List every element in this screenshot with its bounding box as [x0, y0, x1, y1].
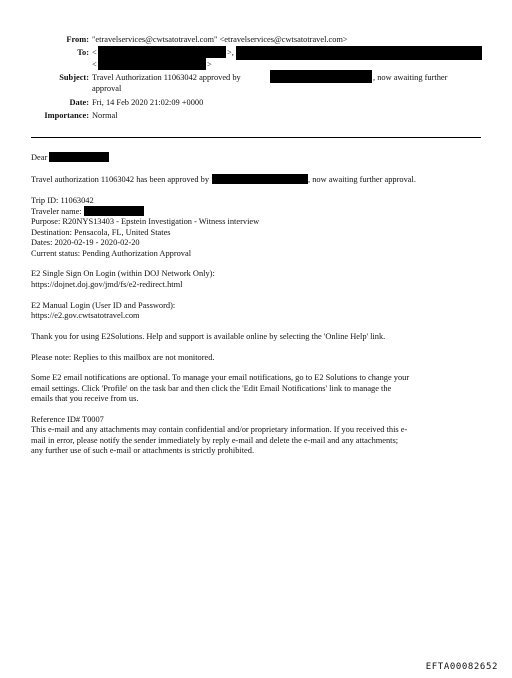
importance-label: Importance: — [44, 111, 89, 120]
thanks-line: Thank you for using E2Solutions. Help and support is available online by selecting the 'Online Help' link. — [31, 331, 386, 341]
to-close-1: >, — [227, 48, 234, 57]
salutation: Dear — [31, 152, 483, 163]
email-body — [31, 152, 483, 457]
from-label: From: — [66, 35, 89, 44]
confidential-line-2: mail in error, please notify the sender immediately by reply e-mail and delete the e-mail and any attachments; — [31, 435, 399, 445]
dates: Dates: 2020-02-19 - 2020-02-20 — [31, 238, 140, 248]
importance-value: Normal — [92, 111, 118, 120]
to-close-2: > — [207, 60, 212, 69]
trip-id: Trip ID: 11063042 — [31, 195, 94, 205]
date-label: Date: — [69, 98, 89, 107]
destination: Destination: Pensacola, FL, United States — [31, 227, 171, 237]
subject-label: Subject: — [59, 73, 89, 82]
subject-suffix: , now awaiting further — [373, 73, 448, 82]
sso-url[interactable]: https://dojnet.doj.gov/jmd/fs/e2-redirect.html — [31, 279, 183, 289]
manual-login-url[interactable]: https://e2.gov.cwtsatotravel.com — [31, 311, 140, 321]
redaction-dear — [49, 152, 109, 162]
to-label: To: — [77, 48, 89, 57]
approval-line: Travel authorization 11063042 has been approved by , now awaiting further approval. — [31, 174, 416, 184]
redaction-to-3 — [98, 58, 206, 70]
notifications-line-1: Some E2 email notifications are optional. To manage your email notifications, go to E2 Solutions to change your — [31, 373, 410, 383]
redaction-to-1 — [98, 46, 226, 58]
purpose: Purpose: R20NYS13403 - Epstein Investigation - Witness interview — [31, 217, 260, 227]
reference-id: Reference ID# T0007 — [31, 415, 104, 425]
manual-login-title: E2 Manual Login (User ID and Password): — [31, 300, 176, 310]
to-open: < — [92, 48, 97, 57]
subject-prefix: Travel Authorization 11063042 approved by — [92, 73, 241, 82]
redaction-subject — [270, 70, 372, 83]
current-status: Current status: Pending Authorization Approval — [31, 248, 192, 258]
to-open-2: < — [92, 60, 97, 69]
notifications-line-3: emails that you receive from us. — [31, 394, 139, 404]
redaction-traveler — [84, 206, 144, 216]
note-line: Please note: Replies to this mailbox are not monitored. — [31, 352, 215, 362]
confidential-line-3: any further use of such e-mail or attachments is strictly prohibited. — [31, 446, 255, 456]
subject-line2: approval — [92, 84, 122, 93]
confidential-line-1: This e-mail and any attachments may contain confidential and/or proprietary information. If you received this e- — [31, 425, 408, 435]
header-divider — [31, 137, 481, 138]
date-value: Fri, 14 Feb 2020 21:02:09 +0000 — [92, 98, 204, 107]
document-id: EFTA00082652 — [425, 662, 498, 672]
sso-title: E2 Single Sign On Login (within DOJ Network Only): — [31, 269, 215, 279]
traveler-name: Traveler name: — [31, 206, 483, 217]
redaction-to-2 — [236, 46, 482, 60]
redaction-approver — [212, 174, 308, 184]
from-value: "etravelservices@cwtsatotravel.com" <etravelservices@cwtsatotravel.com> — [92, 35, 348, 44]
notifications-line-2: email settings. Click 'Profile' on the task bar and then click the 'Edit Email Notifications' link to manage the — [31, 383, 392, 393]
